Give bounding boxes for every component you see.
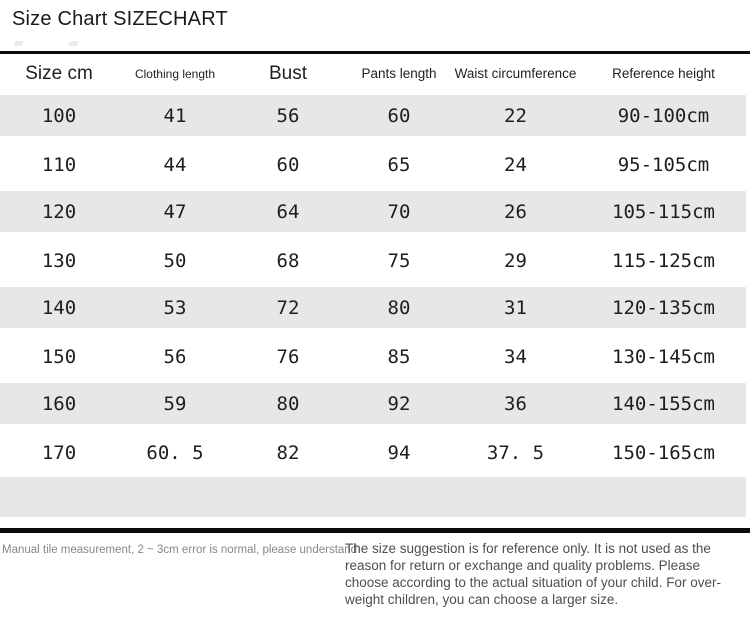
measurement-note: Manual tile measurement, 2 ~ 3cm error is normal, please understand xyxy=(2,544,358,556)
table-cell: 37. 5 xyxy=(486,442,545,464)
table-cell: 26 xyxy=(504,200,527,223)
table-cell: 105-115cm xyxy=(612,200,715,223)
header-cell-bust: Bust xyxy=(268,62,308,84)
table-cell: 64 xyxy=(276,200,300,223)
table-row xyxy=(0,381,750,429)
table-cell: 80 xyxy=(276,392,300,415)
table-cell: 115-125cm xyxy=(612,250,715,272)
table-cell: 150-165cm xyxy=(612,442,715,464)
empty-stripe-row xyxy=(0,477,746,517)
header-cell-pants-length: Pants length xyxy=(361,66,437,81)
size-suggestion-line: choose according to the actual situation of your child. For over- xyxy=(345,575,721,590)
table-row xyxy=(0,237,750,285)
page-title: Size Chart SIZECHART xyxy=(12,8,228,30)
table-row xyxy=(0,93,750,141)
table-cell: 65 xyxy=(387,154,411,176)
header-cell-clothing-length: Clothing length xyxy=(134,66,216,81)
table-cell: 75 xyxy=(387,250,411,272)
table-cell: 36 xyxy=(504,392,527,415)
table-cell: 76 xyxy=(276,346,300,368)
table-row xyxy=(0,333,750,381)
table-cell: 130 xyxy=(41,250,77,272)
table-cell: 56 xyxy=(163,346,187,368)
table-cell: 120 xyxy=(41,200,77,223)
table-cell: 90-100cm xyxy=(617,104,710,127)
table-cell: 60 xyxy=(276,154,300,176)
table-cell: 120-135cm xyxy=(612,296,715,319)
table-cell: 140-155cm xyxy=(612,392,715,415)
size-suggestion-line: weight children, you can choose a larger size. xyxy=(345,592,619,607)
table-cell: 47 xyxy=(163,200,187,223)
table-cell: 72 xyxy=(276,296,300,319)
table-cell: 95-105cm xyxy=(617,154,710,176)
table-cell: 24 xyxy=(504,154,527,176)
table-cell: 22 xyxy=(504,104,527,127)
table-row xyxy=(0,429,750,477)
table-row xyxy=(0,189,750,237)
table-row xyxy=(0,285,750,333)
table-cell: 130-145cm xyxy=(612,346,715,368)
footer xyxy=(0,533,750,621)
table-cell: 60 xyxy=(387,104,411,127)
header-cell-size: Size cm xyxy=(25,62,93,84)
header-cell-waist-circumference: Waist circumference xyxy=(454,66,577,81)
table-cell: 68 xyxy=(276,250,300,272)
table-cell: 92 xyxy=(387,392,411,415)
table-cell: 34 xyxy=(504,346,527,368)
faded-watermark-marks xyxy=(14,33,234,41)
table-cell: 150 xyxy=(41,346,77,368)
table-cell: 140 xyxy=(41,296,77,319)
table-cell: 100 xyxy=(41,104,77,127)
table-cell: 53 xyxy=(163,296,187,319)
table-cell: 160 xyxy=(41,392,77,415)
table-cell: 29 xyxy=(504,250,527,272)
table-cell: 170 xyxy=(41,442,77,464)
size-table-body xyxy=(0,93,750,477)
table-cell: 82 xyxy=(276,442,300,464)
table-cell: 60. 5 xyxy=(146,442,204,464)
table-cell: 31 xyxy=(504,296,527,319)
table-cell: 56 xyxy=(276,104,300,127)
size-suggestion-note xyxy=(345,540,745,608)
table-cell: 50 xyxy=(163,250,187,272)
size-suggestion-line: The size suggestion is for reference only. It is not used as the xyxy=(345,541,711,556)
table-row xyxy=(0,141,750,189)
table-cell: 44 xyxy=(163,154,187,176)
table-cell: 59 xyxy=(163,392,187,415)
table-cell: 41 xyxy=(163,104,187,127)
table-cell: 85 xyxy=(387,346,411,368)
table-cell: 94 xyxy=(387,442,411,464)
table-cell: 70 xyxy=(387,200,411,223)
table-cell: 80 xyxy=(387,296,411,319)
header-cell-reference-height: Reference height xyxy=(612,66,715,81)
table-header-row xyxy=(0,54,750,93)
table-cell: 110 xyxy=(41,154,77,176)
size-suggestion-line: reason for return or exchange and quality problems. Please xyxy=(345,558,700,573)
